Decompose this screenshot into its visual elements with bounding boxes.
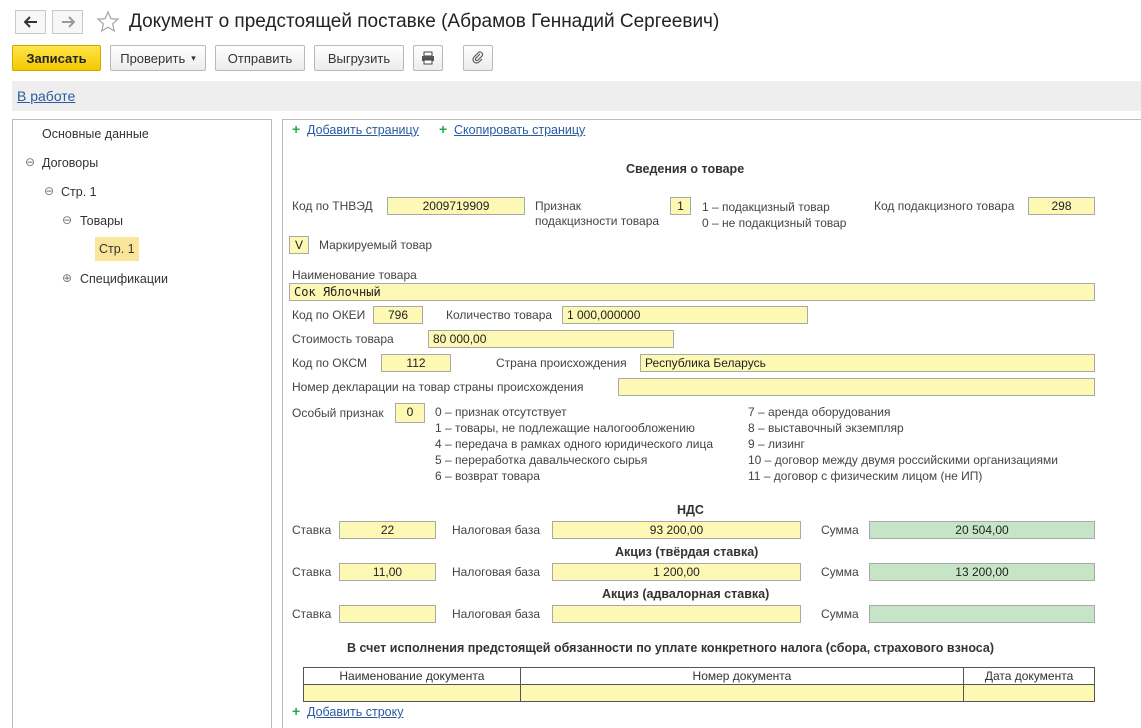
favorite-star-icon[interactable] — [96, 10, 120, 34]
tree-item-contracts[interactable]: Договоры — [42, 156, 99, 170]
excise-fixed-base-label: Налоговая база — [452, 565, 540, 579]
cost-field[interactable]: 80 000,00 — [428, 330, 674, 348]
obligation-title: В счет исполнения предстоящей обязанности по уплате конкретного налога (сбора, страхового взноса) — [347, 641, 995, 655]
special-option: 8 – выставочный экземпляр — [748, 421, 904, 435]
cost-label: Стоимость товара — [292, 332, 394, 346]
excise-adv-base-field[interactable] — [552, 605, 801, 623]
table-header-row — [304, 668, 1095, 685]
tree-item-goods-page1[interactable]: Стр. 1 — [95, 237, 139, 261]
special-option: 7 – аренда оборудования — [748, 405, 891, 419]
plus-icon: + — [439, 121, 448, 137]
forward-button[interactable] — [52, 10, 83, 34]
printer-icon — [421, 51, 435, 65]
save-button[interactable]: Записать — [12, 45, 101, 71]
declaration-field[interactable] — [618, 378, 1095, 396]
excise-adv-base-label: Налоговая база — [452, 607, 540, 621]
copy-page-link[interactable]: Скопировать страницу — [454, 123, 586, 137]
tree-item-goods[interactable]: Товары — [80, 214, 123, 228]
oksm-label: Код по ОКСМ — [292, 356, 367, 370]
country-label: Страна происхождения — [496, 356, 627, 370]
special-field[interactable]: 0 — [395, 403, 425, 423]
column-header: Номер документа — [520, 668, 963, 685]
table-cell[interactable] — [304, 685, 521, 702]
vat-sum-label: Сумма — [821, 523, 859, 537]
goods-name-label: Наименование товара — [292, 268, 417, 282]
plus-icon: + — [292, 703, 301, 719]
tree-item-page1[interactable]: Стр. 1 — [61, 185, 97, 199]
special-option: 6 – возврат товара — [435, 469, 540, 483]
vat-title: НДС — [677, 503, 704, 517]
table-cell[interactable] — [520, 685, 963, 702]
status-link[interactable]: В работе — [17, 88, 76, 104]
add-row-link[interactable]: Добавить строку — [307, 705, 404, 719]
special-label: Особый признак — [292, 406, 384, 420]
add-page-link[interactable]: Добавить страницу — [307, 123, 419, 137]
tree-item-main[interactable]: Основные данные — [42, 127, 149, 141]
vat-rate-label: Ставка — [292, 523, 332, 537]
marked-label: Маркируемый товар — [319, 238, 433, 252]
special-option: 0 – признак отсутствует — [435, 405, 567, 419]
excise-sign-label-2: подакцизности товара — [535, 214, 660, 228]
plus-icon: + — [292, 121, 301, 137]
export-button[interactable]: Выгрузить — [314, 45, 404, 71]
excise-fixed-base-field[interactable]: 1 200,00 — [552, 563, 801, 581]
check-dropdown-button[interactable] — [110, 45, 206, 71]
attach-button[interactable] — [463, 45, 493, 71]
declaration-label: Номер декларации на товар страны происхождения — [292, 380, 584, 394]
excise-fixed-rate-label: Ставка — [292, 565, 332, 579]
expand-icon[interactable]: ⊕ — [62, 271, 73, 285]
collapse-icon[interactable]: ⊖ — [44, 184, 55, 198]
excise-adv-rate-field[interactable] — [339, 605, 436, 623]
vat-base-field[interactable]: 93 200,00 — [552, 521, 801, 539]
vat-rate-field[interactable]: 22 — [339, 521, 436, 539]
collapse-icon[interactable]: ⊖ — [62, 213, 73, 227]
chevron-down-icon: ▾ — [191, 52, 196, 63]
excise-sign-field[interactable]: 1 — [670, 197, 691, 215]
excise-code-label: Код подакцизного товара — [874, 199, 1015, 213]
tnved-field[interactable]: 2009719909 — [387, 197, 525, 215]
arrow-left-icon — [24, 16, 38, 28]
excise-adv-sum-field — [869, 605, 1095, 623]
oksm-field[interactable]: 112 — [381, 354, 451, 372]
excise-fixed-rate-field[interactable]: 11,00 — [339, 563, 436, 581]
vat-sum-field: 20 504,00 — [869, 521, 1095, 539]
excise-sign-label: Признак — [535, 199, 582, 213]
status-bar — [12, 81, 1141, 111]
excise-fixed-sum-label: Сумма — [821, 565, 859, 579]
special-option: 1 – товары, не подлежащие налогообложению — [435, 421, 695, 435]
special-option: 11 – договор с физическим лицом (не ИП) — [748, 469, 983, 483]
excise-code-field[interactable]: 298 — [1028, 197, 1095, 215]
tree-item-specs[interactable]: Спецификации — [80, 272, 168, 286]
excise-fixed-title: Акциз (твёрдая ставка) — [615, 545, 759, 559]
print-button[interactable] — [413, 45, 443, 71]
qty-label: Количество товара — [446, 308, 553, 322]
documents-table — [303, 667, 1095, 702]
excise-adv-title: Акциз (адвалорная ставка) — [602, 587, 770, 601]
special-option: 9 – лизинг — [748, 437, 805, 451]
back-button[interactable] — [15, 10, 46, 34]
country-field[interactable]: Республика Беларусь — [640, 354, 1095, 372]
column-header: Наименование документа — [304, 668, 521, 685]
excise-adv-rate-label: Ставка — [292, 607, 332, 621]
window-title: Документ о предстоящей поставке (Абрамов Геннадий Сергеевич) — [129, 11, 720, 32]
okei-field[interactable]: 796 — [373, 306, 423, 324]
excise-adv-sum-label: Сумма — [821, 607, 859, 621]
qty-field[interactable]: 1 000,000000 — [562, 306, 808, 324]
vat-base-label: Налоговая база — [452, 523, 540, 537]
check-label: Проверить — [120, 50, 186, 66]
arrow-right-icon — [61, 16, 75, 28]
okei-label: Код по ОКЕИ — [292, 308, 366, 322]
navigation-tree — [12, 119, 272, 728]
excise-hint-0: 0 – не подакцизный товар — [702, 216, 847, 230]
tnved-label: Код по ТНВЭД — [292, 199, 373, 213]
column-header: Дата документа — [964, 668, 1095, 685]
marked-checkbox[interactable]: V — [289, 236, 309, 254]
goods-name-field[interactable]: Сок Яблочный — [289, 283, 1095, 301]
table-cell[interactable] — [964, 685, 1095, 702]
special-option: 4 – передача в рамках одного юридического лица — [435, 437, 714, 451]
collapse-icon[interactable]: ⊖ — [25, 155, 36, 169]
excise-fixed-sum-field: 13 200,00 — [869, 563, 1095, 581]
excise-hint-1: 1 – подакцизный товар — [702, 200, 830, 214]
special-option: 5 – переработка давальческого сырья — [435, 453, 648, 467]
special-option: 10 – договор между двумя российскими организациями — [748, 453, 1058, 467]
table-row[interactable] — [304, 685, 1095, 702]
section-title: Сведения о товаре — [626, 162, 745, 176]
paperclip-icon — [471, 51, 485, 65]
send-button[interactable]: Отправить — [215, 45, 305, 71]
